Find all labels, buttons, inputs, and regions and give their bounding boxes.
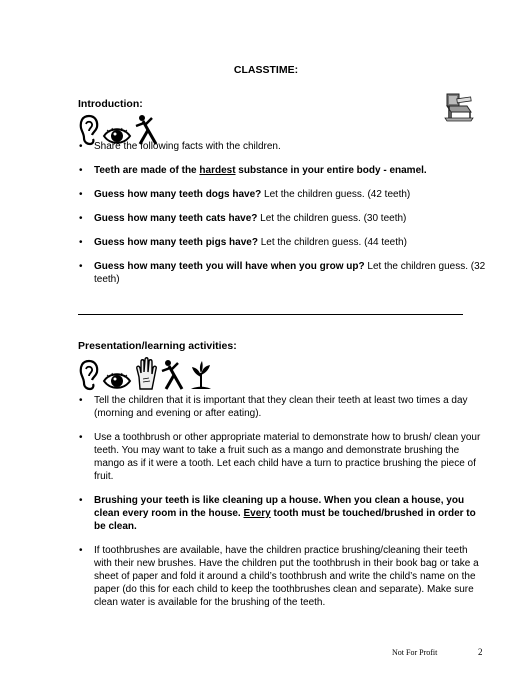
list-item xyxy=(78,236,488,249)
text-run: Let the children guess. (32 teeth) xyxy=(94,261,486,285)
text-run: Let the children guess. (30 teeth) xyxy=(257,213,407,224)
bullet: • xyxy=(79,261,83,272)
page-number: 2 xyxy=(478,647,483,657)
bullet: • xyxy=(79,237,83,248)
hand-icon xyxy=(134,357,158,391)
text-run: If toothbrushes are available, have the children practice brushing/cleaning their teeth with their new brushes. Have the children put the toothbrush in their book bag or take a sheet of paper and fold it around a child’s toothbrush and write the child’s name on the paper (do this for each child to keep the toothbrushes clean and separate). Make sure clean water is available for the brushing of the teeth. xyxy=(94,545,479,608)
text-run: hardest xyxy=(199,165,236,176)
page-title: CLASSTIME: xyxy=(233,64,299,76)
text-run: Share the following facts with the children. xyxy=(94,141,281,152)
bullet: • xyxy=(79,213,83,224)
text-run: Guess how many teeth cats have? xyxy=(94,213,258,224)
list-item xyxy=(78,431,488,483)
exercise-figure-icon xyxy=(160,359,186,391)
presentation-heading: Presentation/learning activities: xyxy=(78,340,237,352)
section-divider xyxy=(78,314,463,315)
list-item xyxy=(78,544,488,609)
list-item xyxy=(78,394,488,420)
text-run: substance in your entire body - enamel. xyxy=(235,165,427,176)
presentation-icons xyxy=(78,355,214,391)
text-run: tooth must be touched/brushed in order to be clean. xyxy=(94,508,476,532)
list-item xyxy=(78,164,488,177)
seedling-icon xyxy=(188,359,214,391)
bullet: • xyxy=(79,432,83,443)
classroom-chair-icon xyxy=(443,92,475,122)
list-item xyxy=(78,494,488,533)
list-item xyxy=(78,188,488,201)
eye-icon xyxy=(102,371,132,391)
bullet: • xyxy=(79,141,83,152)
text-run: Let the children guess. (42 teeth) xyxy=(261,189,411,200)
text-run: Guess how many teeth you will have when you grow up? xyxy=(94,261,365,272)
text-run: Let the children guess. (44 teeth) xyxy=(257,237,407,248)
bullet: • xyxy=(79,495,83,506)
text-run: Brushing your teeth is like cleaning up a house. When you clean a house, you clean every room in the house. xyxy=(94,495,465,519)
list-item xyxy=(78,140,488,153)
text-run: Guess how many teeth pigs have? xyxy=(94,237,258,248)
ear-icon xyxy=(78,359,100,391)
text-run: Every xyxy=(243,508,271,519)
presentation-list xyxy=(78,394,488,609)
list-item xyxy=(78,260,488,286)
text-run: Guess how many teeth dogs have? xyxy=(94,189,262,200)
bullet: • xyxy=(79,189,83,200)
bullet: • xyxy=(79,545,83,556)
introduction-list xyxy=(78,140,488,286)
text-run: Use a toothbrush or other appropriate material to demonstrate how to brush/ clean your teeth. You may want to take a fruit such as a mango and demonstrate brushing the mango as if it were a tooth. Let each child have a turn to practice brushing the piece of fruit. xyxy=(94,432,481,482)
introduction-heading: Introduction: xyxy=(78,98,143,110)
list-item xyxy=(78,212,488,225)
bullet: • xyxy=(79,165,83,176)
text-run: Tell the children that it is important that they clean their teeth at least two times a day (morning and evening or after eating). xyxy=(94,395,468,419)
bullet: • xyxy=(79,395,83,406)
text-run: Teeth are made of the xyxy=(94,165,200,176)
footer-not-for-profit: Not For Profit xyxy=(392,648,438,657)
